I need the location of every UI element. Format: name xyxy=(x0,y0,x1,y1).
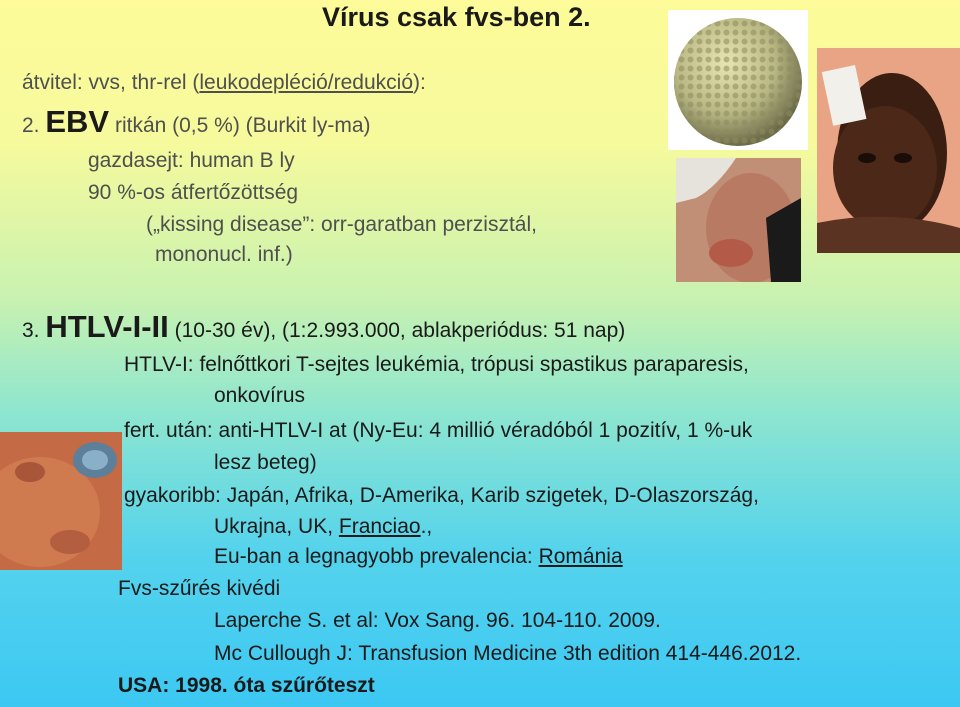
ebv-kissing: („kissing disease”: orr-garatban perzisztál, xyxy=(146,213,537,236)
htlv-line-1: HTLV-I: felnőttkori T-sejtes leukémia, trópusi spastikus paraparesis, xyxy=(124,353,749,376)
transmission-prefix: átvitel: vvs, thr-rel ( xyxy=(22,71,200,94)
ebv-name: EBV xyxy=(45,104,110,139)
transmission-suffix: ): xyxy=(413,71,426,94)
ebv-infection: 90 %-os átfertőzöttség xyxy=(88,181,299,204)
screening-heading: Fvs-szűrés kivédi xyxy=(118,577,281,600)
reference-1: Laperche S. et al: Vox Sang. 96. 104-110. 2009. xyxy=(214,609,661,632)
man-neck-photo xyxy=(676,158,801,282)
virus-particle-image xyxy=(668,10,808,150)
htlv-name: HTLV-I-II xyxy=(45,309,169,344)
htlv-line-7-prefix: Eu-ban a legnagyobb prevalencia: xyxy=(214,545,539,568)
transmission-line xyxy=(22,72,426,93)
htlv-line-7 xyxy=(214,546,623,567)
usa-screening: USA: 1998. óta szűrőteszt xyxy=(118,674,375,697)
romania-link[interactable]: Románia xyxy=(538,545,623,568)
cell-micrograph-image xyxy=(0,432,122,570)
leukodepletion-link[interactable]: leukodepléció/redukció xyxy=(199,71,414,94)
htlv-line-6-prefix: Ukrajna, UK, xyxy=(214,515,339,538)
ebv-heading xyxy=(22,106,371,137)
ebv-number: 2. xyxy=(22,114,40,137)
htlv-heading xyxy=(22,311,625,342)
htlv-rest: (10-30 év), (1:2.993.000, ablakperiódus: 51 nap) xyxy=(174,319,626,342)
franciao-link[interactable]: Franciao xyxy=(338,515,421,538)
slide-title: Vírus csak fvs-ben 2. xyxy=(322,2,591,32)
htlv-line-6 xyxy=(214,516,432,537)
ebv-rest: ritkán (0,5 %) (Burkit ly-ma) xyxy=(114,114,371,137)
htlv-line-3: fert. után: anti-HTLV-I at (Ny-Eu: 4 millió véradóból 1 pozitív, 1 %-uk xyxy=(124,419,753,442)
htlv-line-2: onkovírus xyxy=(214,384,306,407)
child-photo xyxy=(817,48,960,253)
htlv-line-4: lesz beteg) xyxy=(214,451,317,474)
htlv-line-6-suffix: ., xyxy=(420,515,433,538)
htlv-number: 3. xyxy=(22,319,40,342)
ebv-mono: mononucl. inf.) xyxy=(155,243,293,266)
ebv-host: gazdasejt: human B ly xyxy=(88,149,295,172)
reference-2: Mc Cullough J: Transfusion Medicine 3th edition 414-446.2012. xyxy=(214,642,802,665)
htlv-line-5: gyakoribb: Japán, Afrika, D-Amerika, Karib szigetek, D-Olaszország, xyxy=(124,484,759,507)
